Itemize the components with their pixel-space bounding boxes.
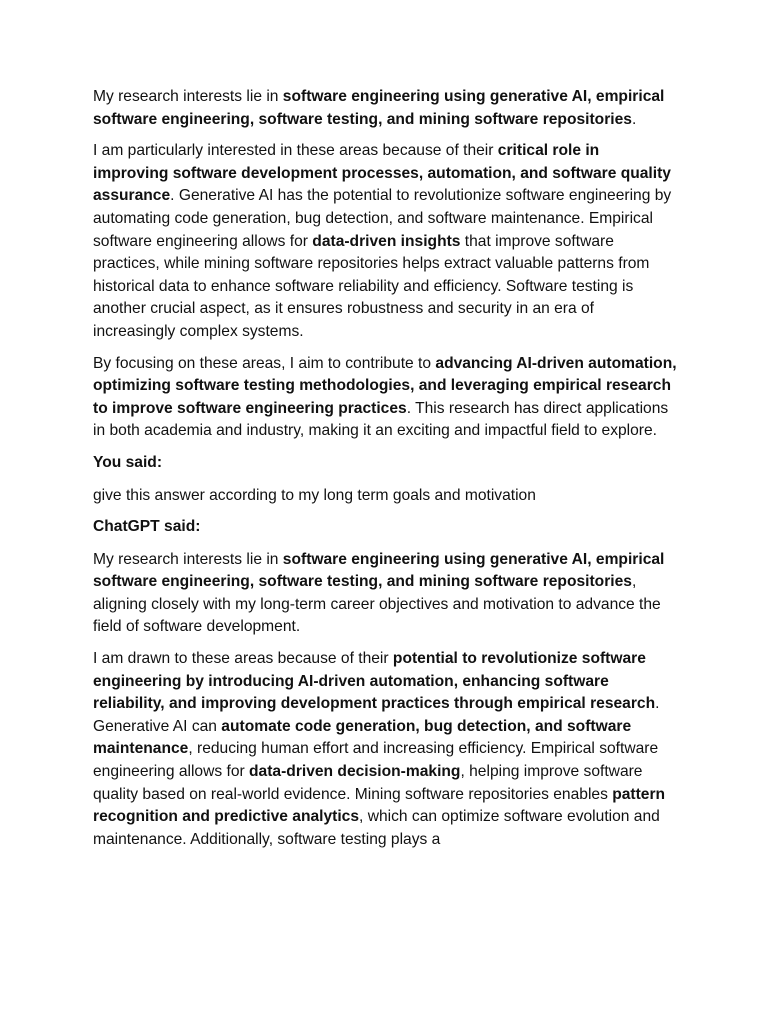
text-run: . Generative AI has the potential to revolutionize software engineering by automating code generation, bug detection, and software maintenance. Empirical software engineering allows for <box>93 187 672 250</box>
bold-text-run: potential to revolutionize software engineering by introducing AI-driven automation, enhancing software reliability, and improving development practices through empirical research <box>93 650 656 713</box>
text-run: , which can optimize software evolution and maintenance. Additionally, software testing plays a <box>93 808 660 848</box>
text-run: I am drawn to these areas because of their <box>93 650 393 668</box>
text-run: . This research has direct applications in both academia and industry, making it an exciting and impactful field to explore. <box>93 399 669 440</box>
bold-text-run: pattern recognition and predictive analytics <box>93 785 666 826</box>
text-run: . <box>631 110 637 128</box>
text-run: . Generative AI can <box>93 695 660 735</box>
text-run: , helping improve software quality based on real-world evidence. Mining software repositories enables <box>93 763 643 803</box>
bold-text-run: advancing AI-driven automation, optimizing software testing methodologies, and leveraging empirical research to improve software engineering practices <box>93 354 677 417</box>
paragraph-research-interests-revised <box>93 549 678 639</box>
text-run: that improve software practices, while mining software repositories helps extract valuable patterns from historical data to enhance software reliability and efficiency. Software testing is another crucial aspect, as it ensures robustness and security in an era of increasingly complex systems. <box>93 232 650 340</box>
document-page <box>93 86 678 860</box>
text-run: My research interests lie in <box>93 550 283 568</box>
paragraph-motivation-areas <box>93 140 678 343</box>
paragraph-drawn-to-areas <box>93 648 678 851</box>
bold-text-run: critical role in improving software development processes, automation, and software quality assurance <box>93 142 671 205</box>
user-prompt-paragraph <box>93 485 678 508</box>
text-run: I am particularly interested in these areas because of their <box>93 142 498 160</box>
text-run: My research interests lie in <box>93 88 283 105</box>
bold-text-run: automate code generation, bug detection, and software maintenance <box>93 717 632 758</box>
bold-text-run: data-driven insights <box>312 232 461 250</box>
text-run: , aligning closely with my long-term career objectives and motivation to advance the field of software development. <box>93 573 661 636</box>
bold-text-run: data-driven decision-making <box>249 763 461 781</box>
you-said-label <box>93 452 678 475</box>
paragraph-contribution <box>93 353 678 443</box>
chatgpt-said-label <box>93 516 678 539</box>
bold-text-run: You said: <box>93 453 163 471</box>
paragraph-research-interests <box>93 86 678 131</box>
text-run: give this answer according to my long term goals and motivation <box>93 486 536 504</box>
bold-text-run: ChatGPT said: <box>93 518 201 536</box>
bold-text-run: software engineering using generative AI, empirical software engineering, software testing, and mining software repositories <box>93 88 665 128</box>
text-run: , reducing human effort and increasing efficiency. Empirical software engineering allows for <box>93 740 659 781</box>
bold-text-run: software engineering using generative AI, empirical software engineering, software testing, and mining software repositories <box>93 550 665 591</box>
text-run: By focusing on these areas, I aim to contribute to <box>93 354 436 372</box>
